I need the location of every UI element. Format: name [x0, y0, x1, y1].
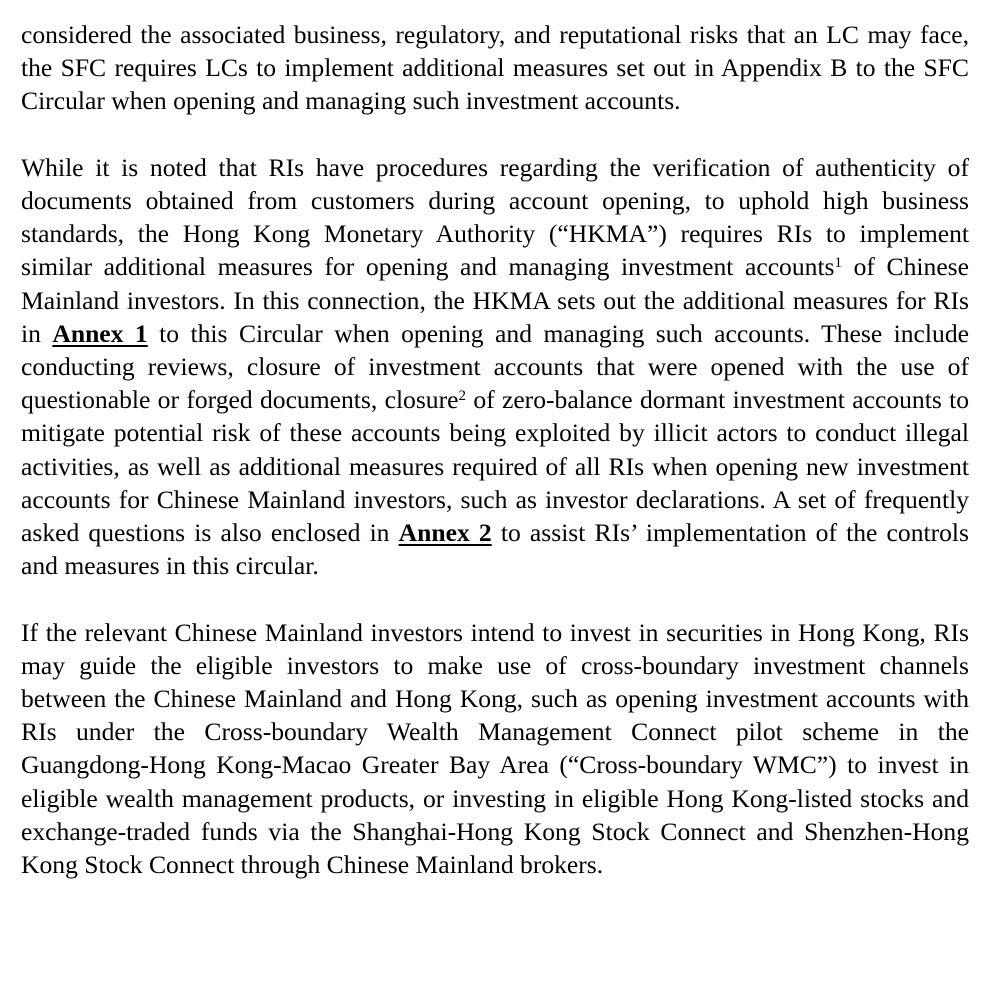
footnote-marker-1[interactable]: 1	[834, 255, 843, 272]
paragraph-text-segment: to assist RIs’ implementation of the controls and measures in this circular.	[21, 518, 969, 581]
paragraph-text-segment: to this Circular when opening and managing such accounts. These include conducting reviews, closure of investment accounts that were opened with the use of questionable or forged documents, closure	[21, 318, 969, 415]
paragraph-sfc-requirements: considered the associated business, regulatory, and reputational risks that an LC may face, the SFC requires LCs to implement additional measures set out in Appendix B to the SFC Circular when opening and managing such investment accounts.	[21, 20, 969, 116]
paragraph-hkma-measures	[21, 151, 969, 583]
annex-2-link[interactable]: Annex 2	[398, 518, 492, 548]
footnote-marker-2[interactable]: 2	[458, 387, 466, 404]
paragraph-text-segment: of Chinese Mainland investors. In this connection, the HKMA sets out the additional measures for RIs in	[21, 252, 969, 348]
document-page	[21, 18, 969, 881]
paragraph-cross-boundary-channels: If the relevant Chinese Mainland investors intend to invest in securities in Hong Kong, RIs may guide the eligible investors to make use of cross-boundary investment channels between the Chinese Mainland and Hong Kong, such as opening investment accounts with RIs under the Cross-boundary Wealth Management Connect pilot scheme in the Guangdong-Hong Kong-Macao Greater Bay Area (“Cross-boundary WMC”) to invest in eligible wealth management products, or investing in eligible Hong Kong-listed stocks and exchange-traded funds via the Shanghai-Hong Kong Stock Connect and Shenzhen-Hong Kong Stock Connect through Chinese Mainland brokers.	[21, 617, 969, 880]
paragraph-text-segment: of zero-balance dormant investment accounts to mitigate potential risk of these accounts being exploited by illicit actors to conduct illegal activities, as well as additional measures required of all RIs when opening new investment accounts for Chinese Mainland investors, such as investor declarations. A set of frequently asked questions is also enclosed in	[21, 385, 970, 548]
annex-1-link[interactable]: Annex 1	[52, 318, 148, 348]
paragraph-text-segment: While it is noted that RIs have procedures regarding the verification of authenticity of documents obtained from customers during account opening, to uphold high business standards, the Hong Kong Monetary Authority (“HKMA”) requires RIs to implement similar additional measures for opening and managing investment accounts	[21, 152, 969, 282]
